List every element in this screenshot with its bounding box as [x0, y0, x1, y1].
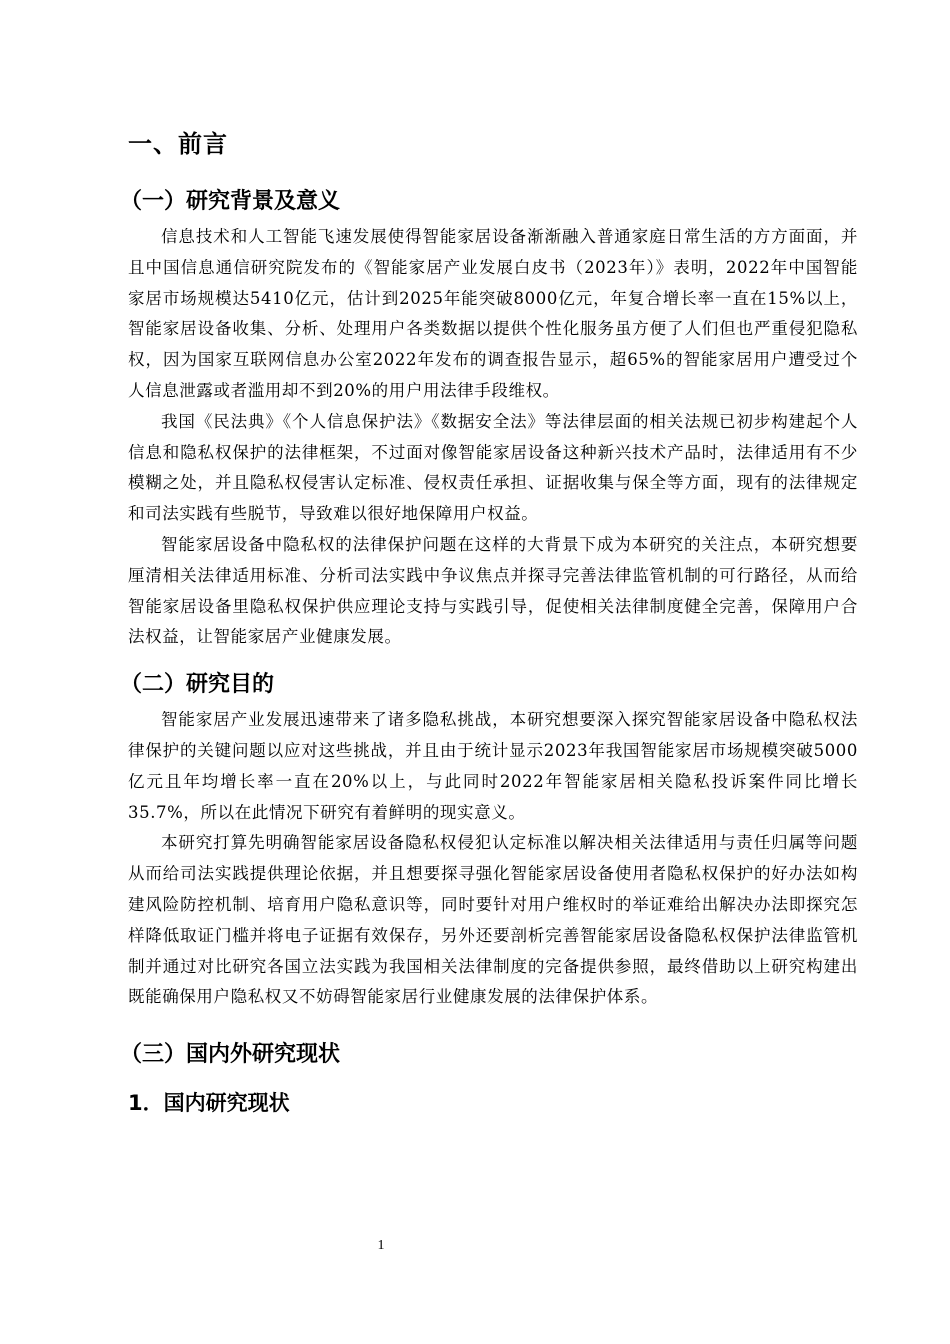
- section-heading-purpose: （二）研究目的: [120, 672, 275, 698]
- page-number: 1: [377, 1238, 385, 1253]
- subsection-heading-domestic: 1．国内研究现状: [128, 1091, 290, 1116]
- paragraph-background-3: 智能家居设备中隐私权的法律保护问题在这样的大背景下成为本研究的关注点，本研究想要厘清相关法律适用标准、分析司法实践中争议焦点并探寻完善法律监管机制的可行路径，从而给智能家居设备里隐私权保护供应理论支持与实践引导，促使相关法律制度健全完善，保障用户合法权益，让智能家居产业健康发展。: [128, 534, 858, 647]
- paragraph-purpose-2: 本研究打算先明确智能家居设备隐私权侵犯认定标准以解决相关法律适用与责任归属等问题从而给司法实践提供理论依据，并且想要探寻强化智能家居设备使用者隐私权保护的好办法如构建风险防控机制、培育用户隐私意识等，同时要针对用户维权时的举证难给出解决办法即探究怎样降低取证门槛并将电子证据有效保存，另外还要剖析完善智能家居设备隐私权保护法律监管机制并通过对比研究各国立法实践为我国相关法律制度的完备提供参照，最终借助以上研究构建出既能确保用户隐私权又不妨碍智能家居行业健康发展的法律保护体系。: [128, 833, 858, 1007]
- section-heading-background: （一）研究背景及意义: [120, 189, 341, 214]
- section-heading-research-status: （三）国内外研究现状: [120, 1042, 341, 1068]
- chapter-heading: 一、前言: [128, 130, 228, 158]
- page-content: [120, 124, 858, 1121]
- paragraph-background-2: 我国《民法典》《个人信息保护法》《数据安全法》等法律层面的相关法规已初步构建起个人信息和隐私权保护的法律框架，不过面对像智能家居设备这种新兴技术产品时，法律适用有不少模糊之处，并且隐私权侵害认定标准、侵权责任承担、证据收集与保全等方面，现有的法律规定和司法实践有些脱节，导致难以很好地保障用户权益。: [128, 411, 858, 524]
- paragraph-background-1: 信息技术和人工智能飞速发展使得智能家居设备渐渐融入普通家庭日常生活的方方面面，并且中国信息通信研究院发布的《智能家居产业发展白皮书（2023年）》表明，2022年中国智能家居市场规模达5410亿元，估计到2025年能突破8000亿元，年复合增长率一直在15%以上，智能家居设备收集、分析、处理用户各类数据以提供个性化服务虽方便了人们但也严重侵犯隐私权，因为国家互联网信息办公室2022年发布的调查报告显示，超65%的智能家居用户遭受过个人信息泄露或者滥用却不到20%的用户用法律手段维权。: [128, 227, 858, 400]
- paragraph-purpose-1: 智能家居产业发展迅速带来了诸多隐私挑战，本研究想要深入探究智能家居设备中隐私权法律保护的关键问题以应对这些挑战，并且由于统计显示2023年我国智能家居市场规模突破5000亿元且年均增长率一直在20%以上，与此同时2022年智能家居相关隐私投诉案件同比增长35.7%，所以在此情况下研究有着鲜明的现实意义。: [128, 710, 858, 822]
